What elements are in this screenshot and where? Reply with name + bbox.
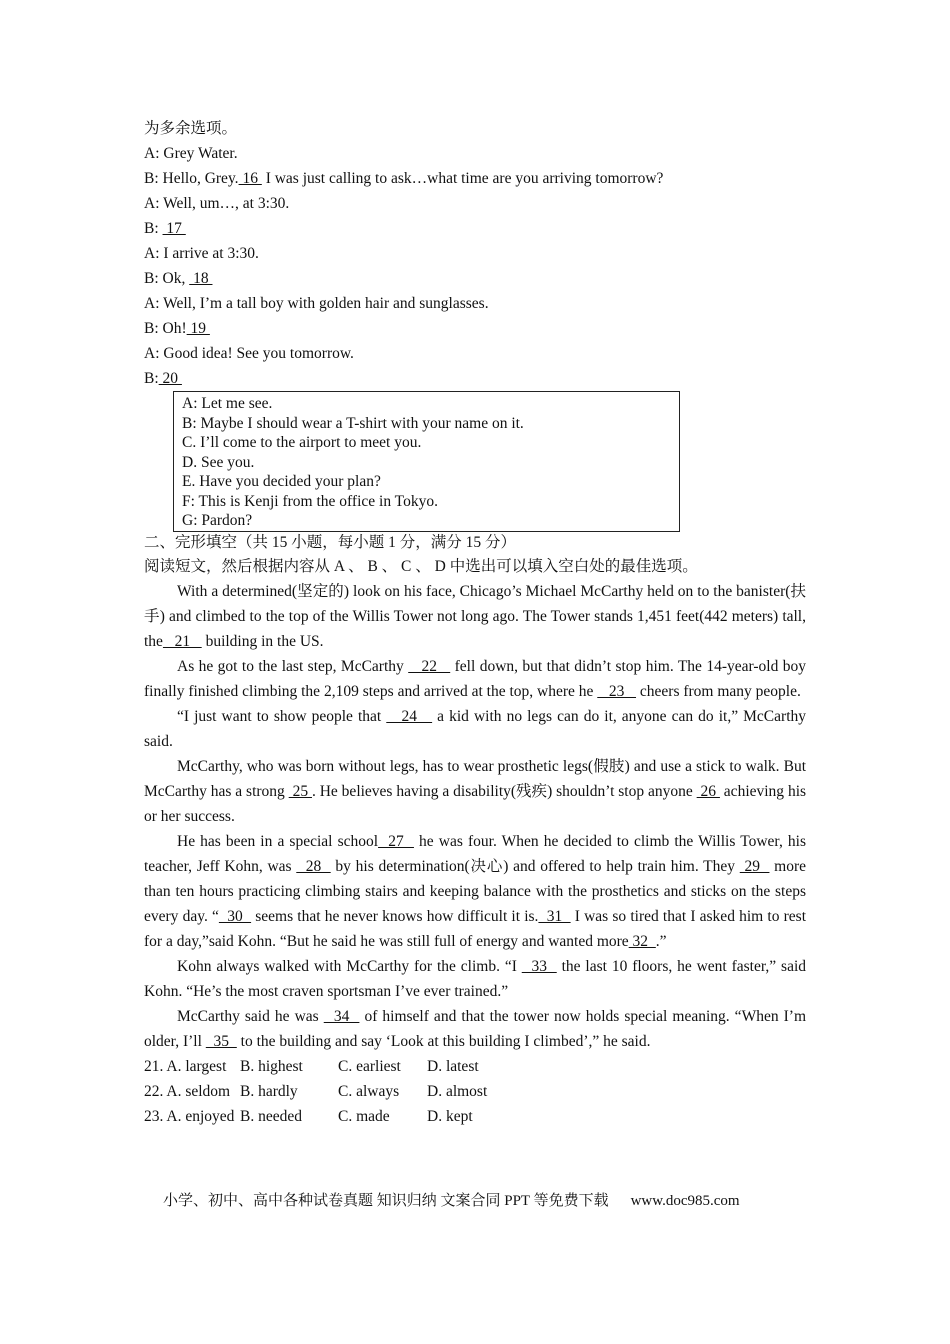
option-item: C. I’ll come to the airport to meet you. [182,434,422,451]
option-item: A: Let me see. [182,395,273,412]
answer-blank[interactable]: 18 [189,270,213,287]
passage-text: the last 10 floors, he went faster,” said Kohn. “He’s the most craven sportsman I’ve ever trained.” [144,957,807,1000]
passage-text: . He believes having a disability(残疾) shouldn’t stop anyone [311,782,697,800]
dialogue-line [144,241,806,266]
option-b[interactable]: B. hardly [240,1082,298,1100]
passage-text: McCarthy, who was born without legs, has to wear prosthetic legs(假肢) and use a stick to walk. But McCarthy has a strong [144,757,806,800]
passage-paragraph [144,654,806,704]
answer-blank[interactable]: 34 [323,1007,360,1025]
answer-blank[interactable]: 35 [205,1032,237,1050]
dialogue-text: B: Hello, Grey. [144,170,239,187]
question-row [144,1054,806,1079]
dialogue-line [144,341,806,366]
passage-text: fell down, but that didn’t stop him. The 14-year-old boy finally finished climbing the 2,109 steps and arrived at the top, where he [144,657,807,700]
dialogue-line [144,216,806,241]
dialogue-line [144,291,806,316]
option-item: G: Pardon? [182,512,253,529]
answer-blank[interactable]: 24 [386,707,433,725]
option-a[interactable]: 21. A. largest [144,1057,227,1075]
option-a[interactable]: 23. A. enjoyed [144,1107,235,1125]
passage-text: to the building and say ‘Look at this building I climbed’,” he said. [236,1032,651,1050]
option-item: E. Have you decided your plan? [182,473,381,490]
option-item: D. See you. [182,453,255,471]
passage-text: cheers from many people. [636,682,801,700]
passage-text: a kid with no legs can do it, anyone can do it,” McCarthy said. [144,707,806,750]
passage-text: He has been in a special school [177,832,379,850]
passage-text: Kohn always walked with McCarthy for the climb. “I [177,957,522,975]
answer-blank[interactable]: 29 [739,857,770,875]
question-list [144,1054,806,1129]
passage-text: I was so tired that I asked him to rest for a day,”said Kohn. “But he said he was still full of energy and wanted more [144,907,806,950]
section-instruction: 阅读短文，然后根据内容从 A 、 B 、 C 、 D 中选出可以填入空白处的最佳选项。 [144,557,698,575]
passage-text: achieving his or her success. [144,782,807,825]
dialogue [144,141,806,391]
passage-paragraph [144,1004,806,1054]
question-row [144,1104,806,1129]
option-d[interactable]: D. latest [427,1057,479,1075]
dialogue-text: A: Well, I’m a tall boy with golden hair and sunglasses. [144,295,489,312]
option-item: F: This is Kenji from the office in Tokyo. [182,492,438,510]
option-a[interactable]: 22. A. seldom [144,1082,231,1100]
answer-blank[interactable]: 31 [538,907,571,925]
question-row [144,1079,806,1104]
answer-blank[interactable]: 21 [162,632,202,650]
passage-text: .” [655,932,667,950]
option-d[interactable]: D. almost [427,1082,488,1100]
answer-blank[interactable]: 16 [238,170,262,187]
dialogue-line [144,316,806,341]
dialogue-line [144,366,806,391]
passage-text: by his determination(决心) and offered to help train him. They [330,857,740,875]
answer-blank[interactable]: 23 [597,682,637,700]
answer-blank[interactable]: 26 [696,782,720,800]
passage-text: As he got to the last step, McCarthy [177,657,409,675]
footer-text: 小学、初中、高中各种试卷真题 知识归纳 文案合同 PPT 等免费下载 [163,1193,609,1209]
passage-text: McCarthy said he was [177,1007,324,1025]
option-item: B: Maybe I should wear a T-shirt with your name on it. [182,414,524,432]
answer-blank[interactable]: 33 [521,957,557,975]
dialogue-text: A: Good idea! See you tomorrow. [144,345,354,362]
passage-paragraph [144,754,806,829]
answer-blank[interactable]: 27 [378,832,414,850]
dialogue-text: B: Oh! [144,320,187,337]
passage-text: seems that he never knows how difficult it is. [251,907,539,925]
footer-url[interactable]: www.doc985.com [630,1193,740,1209]
dialogue-line [144,141,806,166]
dialogue-line [144,166,806,191]
answer-blank[interactable]: 20 [158,370,182,387]
option-c[interactable]: C. made [338,1107,390,1125]
option-b[interactable]: B. highest [240,1057,303,1075]
passage-text: more than ten hours practicing climbing stairs and keeping balance with the prosthetics and sticks on the steps every day. “ [144,857,807,925]
option-d[interactable]: D. kept [427,1107,473,1125]
passage-paragraph [144,579,806,654]
dialogue-line [144,266,806,291]
dialogue-text: B: [144,220,163,237]
passage-text: With a determined(坚定的) look on his face, Chicago’s Michael McCarthy held on to the banister(扶手) and climbed to the top of the Willis Tower not long ago. The Tower stands 1,451 feet(442 meters) tall, the [144,582,806,650]
passage [144,579,806,1054]
passage-text: he was four. When he decided to climb the Willis Tower, his teacher, Jeff Kohn, was [144,832,807,875]
answer-blank[interactable]: 19 [186,320,210,337]
answer-blank[interactable]: 22 [408,657,451,675]
answer-blank[interactable]: 25 [288,782,312,800]
dialogue-text: A: Well, um…, at 3:30. [144,195,290,212]
options-box [173,391,680,532]
option-c[interactable]: C. earliest [338,1057,401,1075]
passage-paragraph [144,954,806,1004]
answer-blank[interactable]: 30 [218,907,252,925]
passage-text: “I just want to show people that [177,707,387,725]
option-b[interactable]: B. needed [240,1107,302,1125]
dialogue-text: B: [144,370,159,387]
answer-blank[interactable]: 32 [628,932,656,950]
dialogue-line [144,191,806,216]
option-c[interactable]: C. always [338,1082,400,1100]
passage-text: of himself and that the tower now holds special meaning. “When I’m older, I’ll [144,1007,806,1050]
dialogue-text: A: I arrive at 3:30. [144,245,259,262]
dialogue-text: I was just calling to ask…what time are you arriving tomorrow? [261,170,664,187]
dialogue-text: A: Grey Water. [144,145,238,162]
passage-paragraph [144,704,806,754]
passage-paragraph [144,829,806,954]
footer [163,1189,803,1210]
passage-text: building in the US. [201,632,324,650]
dialogue-text: B: Ok, [144,270,190,287]
answer-blank[interactable]: 28 [296,857,331,875]
section-title: 二、完形填空（共 15 小题，每小题 1 分，满分 15 分） [144,533,517,551]
exam-page [144,116,806,1129]
intro-tail: 为多余选项。 [144,120,238,137]
answer-blank[interactable]: 17 [162,220,186,237]
